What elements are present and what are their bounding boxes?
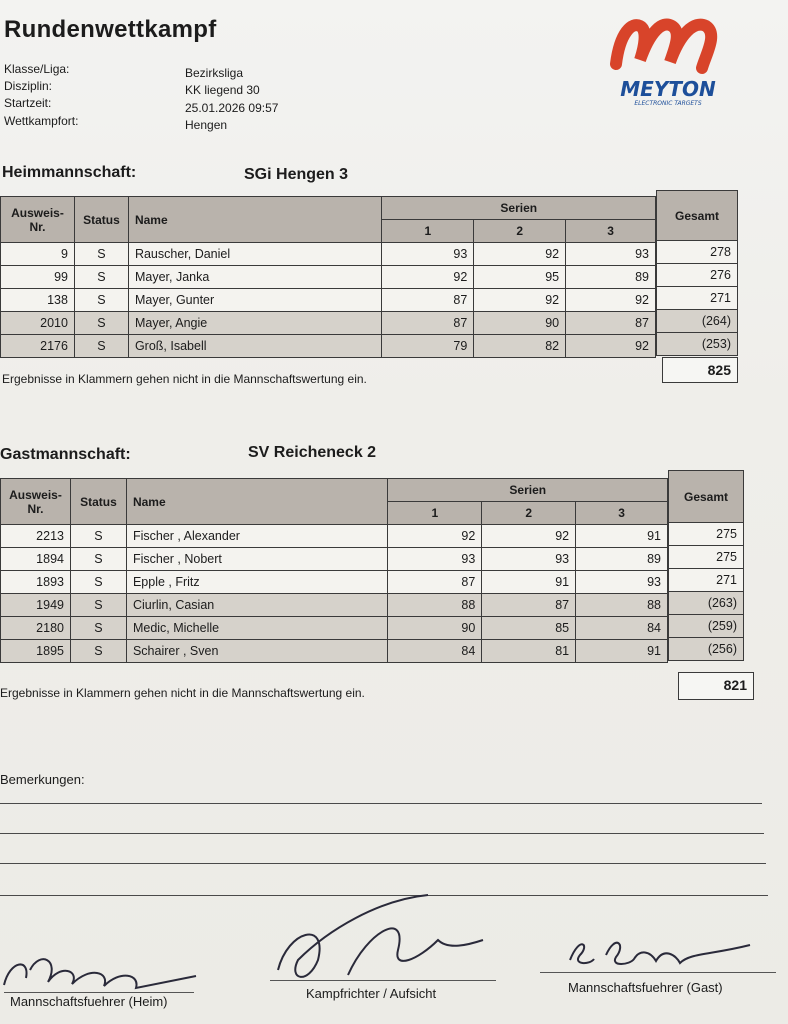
serie-2-score: 85	[482, 617, 576, 640]
shooter-total: (256)	[669, 638, 744, 661]
col-header-serie-2: 2	[474, 220, 566, 243]
shooter-status: S	[70, 571, 126, 594]
remarks-line	[0, 863, 766, 864]
shooter-name: Groß, Isabell	[128, 335, 382, 358]
shooter-total: (259)	[669, 615, 744, 638]
serie-2-score: 81	[482, 640, 576, 663]
shooter-status: S	[74, 243, 128, 266]
guest-signature-label: Mannschaftsfuehrer (Gast)	[568, 980, 723, 995]
table-row	[1, 571, 668, 594]
table-row	[1, 312, 656, 335]
remarks-line	[0, 833, 764, 834]
shooter-total: 271	[657, 287, 738, 310]
shooter-id: 1949	[1, 594, 71, 617]
guest-team-label: Gastmannschaft:	[0, 446, 131, 463]
meta-value-wettkampfort: Hengen	[185, 118, 228, 132]
shooter-total: (264)	[657, 310, 738, 333]
serie-1-score: 90	[388, 617, 482, 640]
shooter-name: Fischer , Alexander	[126, 525, 388, 548]
table-row	[1, 335, 656, 358]
shooter-id: 1895	[1, 640, 71, 663]
shooter-id: 2010	[1, 312, 75, 335]
col-header-serie-3: 3	[576, 502, 668, 525]
guest-team-name: SV Reicheneck 2	[248, 444, 377, 461]
shooter-id: 2176	[1, 335, 75, 358]
shooter-total: 275	[669, 523, 744, 546]
home-signature-scribble	[0, 940, 200, 1000]
col-header-name: Name	[128, 197, 382, 243]
serie-3-score: 93	[566, 243, 656, 266]
document-title: Rundenwettkampf	[4, 16, 217, 43]
shooter-id: 138	[1, 289, 75, 312]
shooter-status: S	[74, 289, 128, 312]
serie-2-score: 82	[474, 335, 566, 358]
guest-footnote: Ergebnisse in Klammern gehen nicht in die Mannschaftswertung ein.	[0, 686, 365, 700]
shooter-name: Mayer, Angie	[128, 312, 382, 335]
home-team-name: SGi Hengen 3	[244, 166, 349, 183]
serie-1-score: 87	[382, 289, 474, 312]
remarks-label: Bemerkungen:	[0, 772, 85, 787]
guest-team-total: 821	[678, 672, 754, 700]
col-header-serie-2: 2	[482, 502, 576, 525]
col-header-ausweis: Ausweis- Nr.	[1, 479, 71, 525]
table-row	[1, 548, 668, 571]
referee-signature-line	[270, 980, 496, 981]
serie-1-score: 84	[388, 640, 482, 663]
serie-3-score: 92	[566, 335, 656, 358]
home-results-table	[0, 196, 656, 358]
serie-3-score: 91	[576, 640, 668, 663]
col-header-gesamt: Gesamt	[669, 471, 744, 523]
serie-3-score: 89	[566, 266, 656, 289]
shooter-total: 275	[669, 546, 744, 569]
col-header-serie-1: 1	[388, 502, 482, 525]
table-row	[1, 640, 668, 663]
col-header-serie-3: 3	[566, 220, 656, 243]
shooter-id: 9	[1, 243, 75, 266]
col-header-status: Status	[70, 479, 126, 525]
table-row	[1, 525, 668, 548]
serie-1-score: 92	[388, 525, 482, 548]
guest-signature-scribble	[560, 925, 760, 975]
shooter-name: Ciurlin, Casian	[126, 594, 388, 617]
guest-signature-line	[540, 972, 776, 973]
shooter-status: S	[70, 525, 126, 548]
col-header-status: Status	[74, 197, 128, 243]
shooter-status: S	[70, 617, 126, 640]
table-row	[1, 289, 656, 312]
shooter-name: Fischer , Nobert	[126, 548, 388, 571]
col-header-serie-1: 1	[382, 220, 474, 243]
serie-2-score: 90	[474, 312, 566, 335]
shooter-name: Mayer, Janka	[128, 266, 382, 289]
shooter-name: Rauscher, Daniel	[128, 243, 382, 266]
meta-label-wettkampfort: Wettkampfort:	[4, 114, 79, 128]
serie-2-score: 92	[482, 525, 576, 548]
shooter-id: 2180	[1, 617, 71, 640]
serie-1-score: 87	[388, 571, 482, 594]
col-header-name: Name	[126, 479, 388, 525]
remarks-line	[0, 803, 762, 804]
logo-wordmark: MEYTON	[620, 77, 716, 101]
table-row	[1, 617, 668, 640]
serie-1-score: 93	[382, 243, 474, 266]
serie-1-score: 92	[382, 266, 474, 289]
shooter-name: Epple , Fritz	[126, 571, 388, 594]
meta-label-klasse: Klasse/Liga:	[4, 62, 70, 76]
serie-2-score: 93	[482, 548, 576, 571]
shooter-id: 1894	[1, 548, 71, 571]
guest-results-table	[0, 478, 668, 663]
referee-signature-label: Kampfrichter / Aufsicht	[306, 986, 437, 1001]
meta-label-startzeit: Startzeit:	[4, 96, 52, 110]
table-row	[1, 243, 656, 266]
serie-2-score: 95	[474, 266, 566, 289]
home-signature-label: Mannschaftsfuehrer (Heim)	[10, 994, 168, 1009]
shooter-status: S	[74, 335, 128, 358]
col-header-ausweis: Ausweis- Nr.	[1, 197, 75, 243]
meta-value-klasse: Bezirksliga	[185, 66, 244, 80]
shooter-total: 278	[657, 241, 738, 264]
meyton-logo-icon	[610, 12, 728, 112]
home-signature-line	[4, 992, 194, 993]
serie-1-score: 87	[382, 312, 474, 335]
col-header-serien: Serien	[388, 479, 668, 502]
serie-2-score: 92	[474, 289, 566, 312]
serie-3-score: 92	[566, 289, 656, 312]
shooter-name: Mayer, Gunter	[128, 289, 382, 312]
shooter-status: S	[70, 548, 126, 571]
serie-3-score: 84	[576, 617, 668, 640]
shooter-name: Medic, Michelle	[126, 617, 388, 640]
logo-tagline: ELECTRONIC TARGETS	[634, 100, 702, 107]
serie-2-score: 87	[482, 594, 576, 617]
shooter-total: (253)	[657, 333, 738, 356]
meta-label-disziplin: Disziplin:	[4, 79, 53, 93]
meyton-logo	[610, 12, 728, 112]
serie-3-score: 89	[576, 548, 668, 571]
referee-signature-scribble	[268, 890, 498, 1000]
serie-3-score: 93	[576, 571, 668, 594]
serie-3-score: 88	[576, 594, 668, 617]
shooter-status: S	[70, 594, 126, 617]
meta-value-disziplin: KK liegend 30	[185, 83, 260, 97]
shooter-total: (263)	[669, 592, 744, 615]
serie-3-score: 87	[566, 312, 656, 335]
home-team-label: Heimmannschaft:	[2, 164, 137, 181]
home-total-column	[656, 190, 738, 356]
shooter-id: 1893	[1, 571, 71, 594]
col-header-gesamt: Gesamt	[657, 191, 738, 241]
shooter-id: 2213	[1, 525, 71, 548]
serie-2-score: 91	[482, 571, 576, 594]
col-header-serien: Serien	[382, 197, 656, 220]
serie-2-score: 92	[474, 243, 566, 266]
serie-1-score: 79	[382, 335, 474, 358]
table-row	[1, 266, 656, 289]
shooter-status: S	[74, 312, 128, 335]
table-row	[1, 594, 668, 617]
shooter-status: S	[70, 640, 126, 663]
guest-total-column	[668, 470, 744, 661]
shooter-name: Schairer , Sven	[126, 640, 388, 663]
serie-1-score: 88	[388, 594, 482, 617]
shooter-status: S	[74, 266, 128, 289]
shooter-total: 276	[657, 264, 738, 287]
shooter-total: 271	[669, 569, 744, 592]
home-team-total: 825	[662, 357, 738, 383]
serie-3-score: 91	[576, 525, 668, 548]
home-footnote: Ergebnisse in Klammern gehen nicht in die Mannschaftswertung ein.	[2, 372, 367, 386]
meta-value-startzeit: 25.01.2026 09:57	[185, 101, 279, 115]
serie-1-score: 93	[388, 548, 482, 571]
shooter-id: 99	[1, 266, 75, 289]
